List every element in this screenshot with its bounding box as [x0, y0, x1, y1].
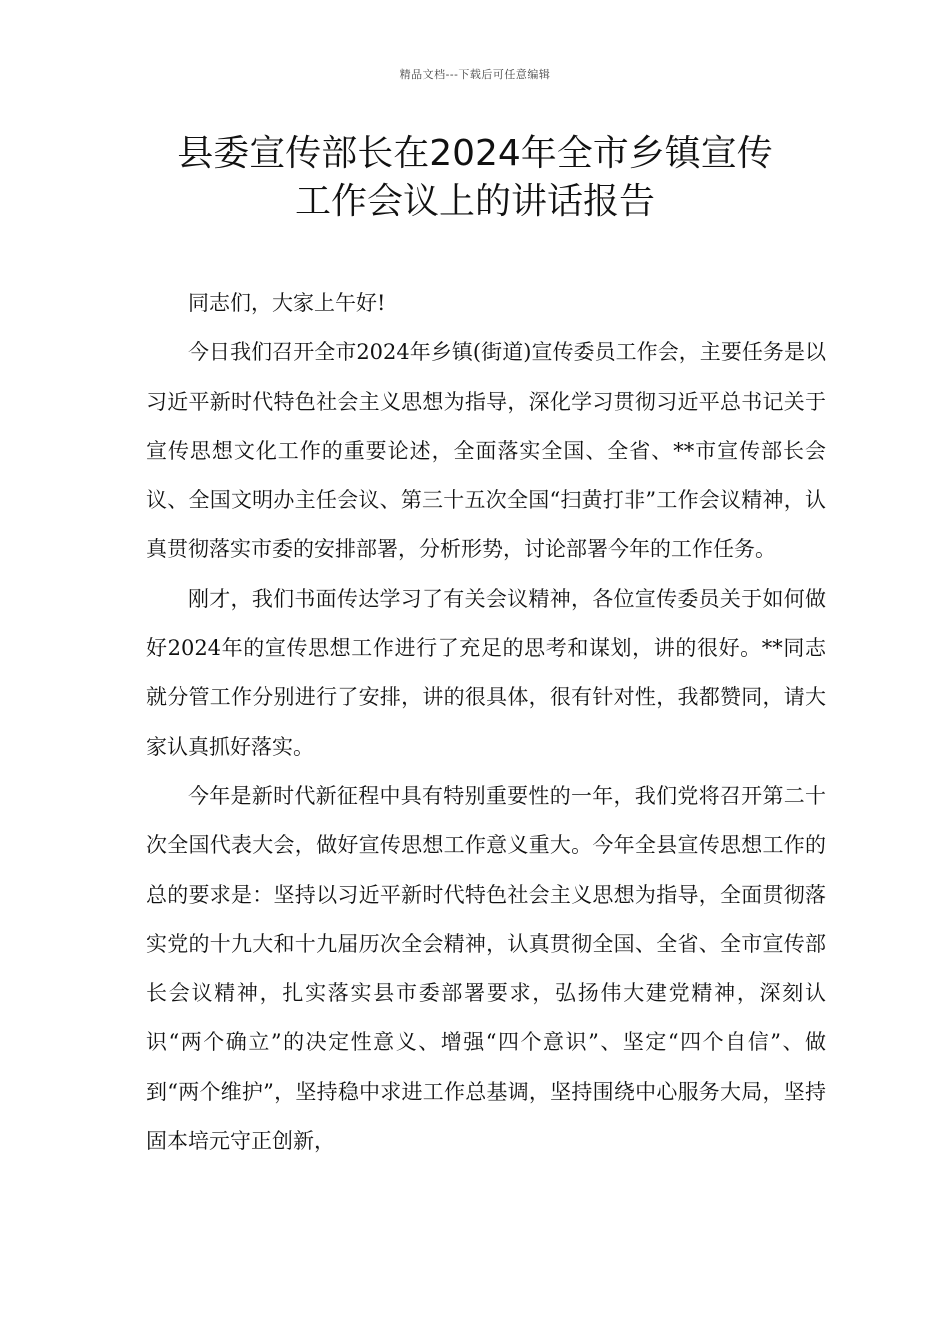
paragraph-greeting: 同志们，大家上午好! [188, 291, 386, 315]
paragraph: 刚才，我们书面传达学习了有关会议精神，各位宣传委员关于如何做好2024年的宣传思想工作进行了充足的思考和谋划，讲的很好。**同志就分管工作分别进行了安排，讲的很具体，很有针对性，我都赞同，请大家认真抓好落实。 [146, 586, 826, 759]
paragraph: 今日我们召开全市2024年乡镇(街道)宣传委员工作会，主要任务是以习近平新时代特色社会主义思想为指导，深化学习贯彻习近平总书记关于宣传思想文化工作的重要论述，全面落实全国、全省、**市宣传部长会议、全国文明办主任会议、第三十五次全国“扫黄打非”工作会议精神，认真贯彻落实市委的安排部署，分析形势，讨论部署今年的工作任务。 [146, 340, 826, 562]
title-line-2: 工作会议上的讲话报告 [294, 181, 655, 222]
paragraph: 今年是新时代新征程中具有特别重要性的一年，我们党将召开第二十次全国代表大会，做好宣传思想工作意义重大。今年全县宣传思想工作的总的要求是：坚持以习近平新时代特色社会主义思想为指导，全面贯彻落实党的十九大和十九届历次全会精神，认真贯彻全国、全省、全市宣传部长会议精神，扎实落实县市委部署要求，弘扬伟大建党精神，深刻认识“两个确立”的决定性意义、增强“四个意识”、坚定“四个自信”、做到“两个维护”，坚持稳中求进工作总基调，坚持围绕中心服务大局，坚持固本培元守正创新， [146, 783, 826, 1154]
document-body [146, 279, 826, 1166]
title-line-1: 县委宣传部长在2024年全市乡镇宣传 [177, 133, 773, 174]
document-title [100, 130, 850, 226]
header-note: 精品文档---下载后可任意编辑 [399, 68, 551, 81]
